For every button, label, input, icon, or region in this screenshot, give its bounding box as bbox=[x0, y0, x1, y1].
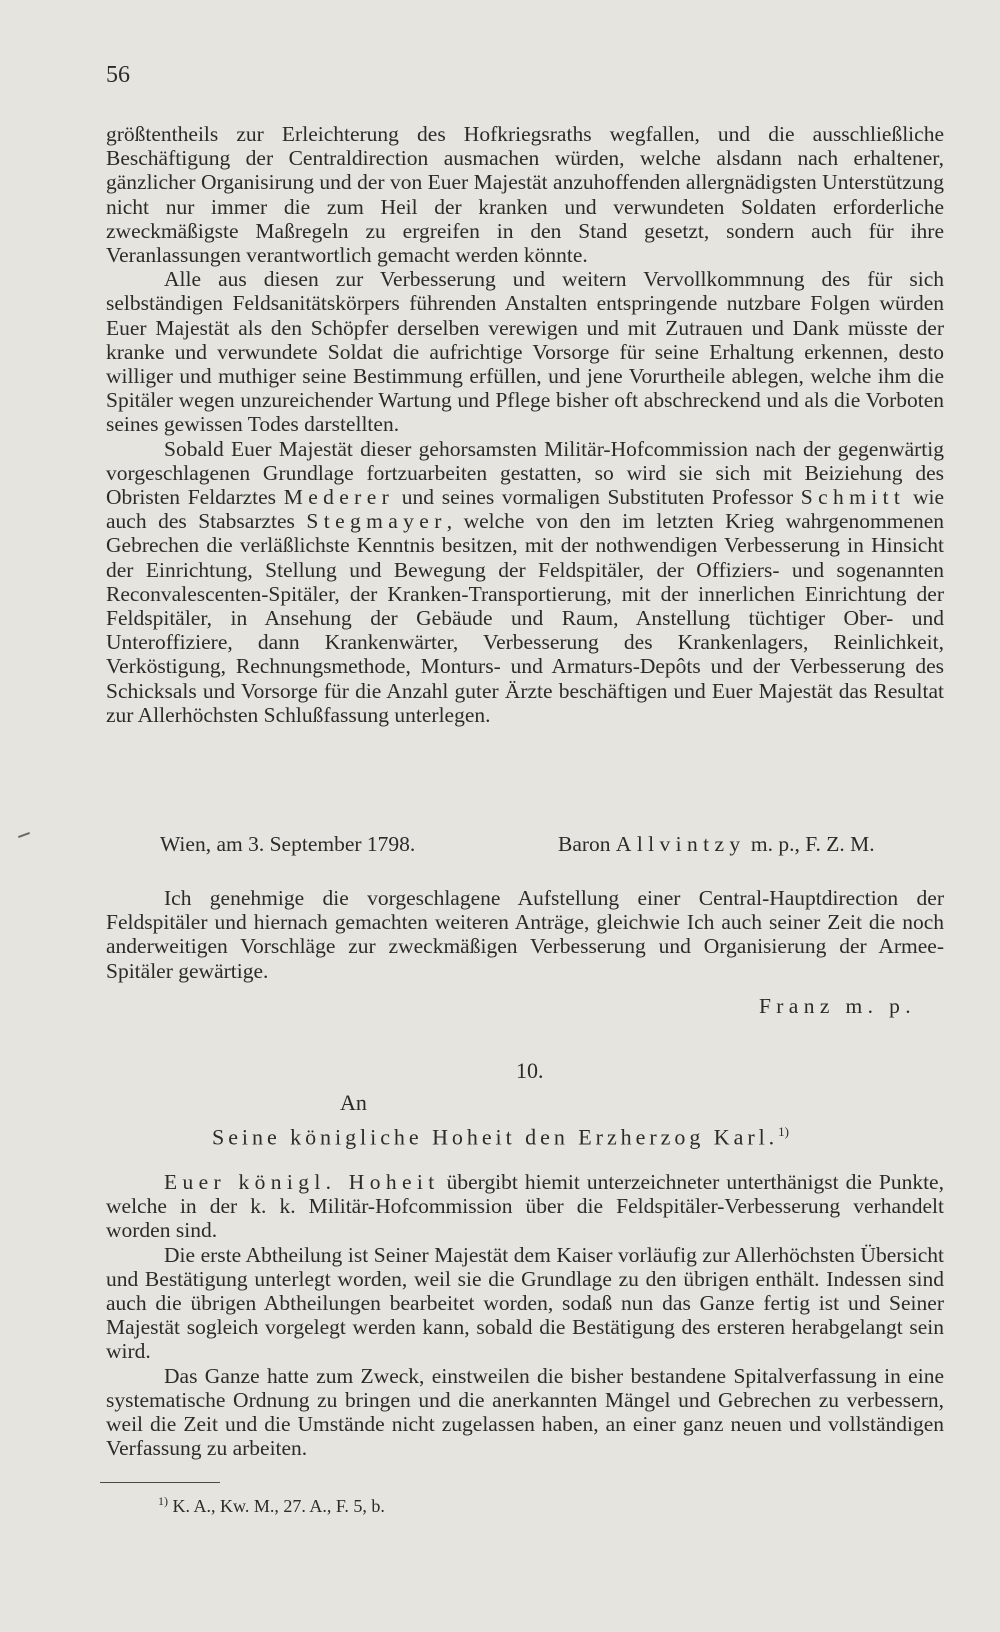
footnote-marker: 1) bbox=[158, 1494, 168, 1508]
margin-mark bbox=[18, 832, 30, 838]
imperial-resolution bbox=[106, 886, 944, 983]
letter-body-bottom bbox=[106, 1170, 944, 1460]
paragraph-5 bbox=[106, 1170, 944, 1243]
salutation-an: An bbox=[340, 1090, 367, 1115]
addressee-footnote-ref: 1) bbox=[778, 1124, 789, 1139]
signatory bbox=[558, 832, 875, 857]
name-mederer: Mederer bbox=[283, 485, 395, 510]
signatory-suffix: m. p., F. Z. M. bbox=[745, 832, 875, 856]
paragraph-4: Ich genehmige die vorgeschlagene Aufstellung einer Central-Hauptdirection der Feldspitäler und hiernach gemachten weiteren Anträge, gleichwie Ich auch seiner Zeit die noch anderweitigen Vorschläge zur zweckmäßigen Verbesserung und Organisierung der Armee-Spitäler gewärtige. bbox=[106, 886, 944, 983]
paragraph-1: größtentheils zur Erleichterung des Hofkriegsraths wegfallen, und die ausschließliche Beschäftigung der Centraldirection ausmachen würden, welche alsdann nach erhaltener, gänzlicher Organisirung und der von Euer Majestät anzuhoffenden allergnädigsten Unterstützung nicht nur immer die zum Heil der kranken und verwundeten Soldaten erforderliche zweckmäßigste Maßregeln zu ergreifen in den Stand gesetzt, sondern auch für ihre Veranlassungen verantwortlich gemacht werden könnte. bbox=[106, 122, 944, 268]
paragraph-7: Das Ganze hatte zum Zweck, einstweilen die bisher bestandene Spitalverfassung in eine systematische Ordnung zu bringen und die anerkannten Mängel und Gebrechen zu verbessern, weil die Zeit und die Umstände nicht zugelassen haben, an einer ganz neuen und vollständigen Verfassung zu arbeiten. bbox=[106, 1363, 944, 1461]
paragraph-3-text-4: , welche von den im letzten Krieg wahrgenommenen Gebrechen die verläßlichste Kenntnis besitzen, mit der nothwendigen Verbesserung in Hinsicht der Einrichtung, Stellung und Bewegung der Feldspitäler, der Offiziers- und sogenannten Reconvalescenten-Spitäler, der Kranken-Transportierung, mit der innerlichen Einrichtung der Feldspitäler, in Ansehung der Gebäude und Raum, Anstellung tüchtiger Ober- und Unteroffiziere, dann Krankenwärter, Verbesserung des Krankenlagers, Reinlichkeit, Verköstigung, Rechnungsmethode, Monturs- und Armaturs-Depôts und der Verbesserung des Schicksals und Vorsorge für die Anzahl guter Ärzte beschäftigen und Euer Majestät das Resultat zur Allerhöchsten Schlußfassung unterlegen. bbox=[106, 509, 944, 727]
paragraph-3-text-1: Sobald Euer Majestät dieser gehorsamsten Militär-Hofcommission nach der gegenwärtig vorgeschlagenen Grundlage fortzuarbeiten gestatten, so wird sie sich mit Beiziehung des Obristen Feldarztes bbox=[106, 436, 944, 510]
paragraph-5-lead: Euer königl. Hoheit bbox=[164, 1170, 440, 1194]
addressee-text: Seine königliche Hoheit den Erzherzog Karl. bbox=[212, 1124, 779, 1150]
signatory-name: Allvintzy bbox=[615, 832, 746, 856]
footnote bbox=[158, 1494, 385, 1517]
paragraph-3-text-2: und seines vormaligen Substituten Professor bbox=[394, 485, 801, 510]
footnote-rule bbox=[100, 1482, 220, 1483]
paragraph-6: Die erste Abtheilung ist Seiner Majestät dem Kaiser vorläufig zur Allerhöchsten Übersicht und Bestätigung unterlegt worden, weil sie die Grundlage zu den übrigen enthält. Indessen sind auch die übrigen Abtheilungen bearbeitet worden, sodaß nun das Ganze fertig ist und Seiner Majestät sogleich vorgelegt werden kann, sobald die Bestätigung des ersteren herabgelangt sein wird. bbox=[106, 1242, 944, 1364]
place-date: Wien, am 3. September 1798. bbox=[160, 832, 416, 856]
signatory-prefix: Baron bbox=[558, 832, 616, 856]
paragraph-2: Alle aus diesen zur Verbesserung und weitern Vervollkommnung des für sich selbständigen Feldsanitätskörpers führenden Anstalten entspringende nutzbare Folgen würden Euer Majestät als den Schöpfer derselben verewigen und mit Zutrauen und Dank müsste der kranke und verwundete Soldat die aufrichtige Vorsorge für seine Erhaltung erkennen, desto williger und muthiger seine Bestimmung erfüllen, und jene Vorurtheile ablegen, welche ihm die Spitäler wegen unzureichender Wartung und Pflege bisher oft abschreckend und als die Vorboten seines gewissen Todes darstellten. bbox=[106, 267, 944, 437]
footnote-text: K. A., Kw. M., 27. A., F. 5, b. bbox=[168, 1496, 385, 1516]
name-schmitt: Schmitt bbox=[800, 485, 906, 510]
paragraph-5-rest: übergibt hiemit unterzeichneter unterthänigst die Punkte, welche in der k. k. Militär-Hofcommission über die Feldspitäler-Verbesserung verhandelt worden sind. bbox=[106, 1170, 944, 1243]
franz-signature: Franz m. p. bbox=[758, 994, 916, 1018]
name-stegmayer: Stegmayer bbox=[306, 509, 447, 534]
letter-body-top bbox=[106, 122, 944, 727]
addressee bbox=[212, 1124, 789, 1150]
document-number: 10. bbox=[516, 1058, 544, 1083]
paragraph-3-text-3: wie auch des Stabsarztes bbox=[106, 485, 944, 534]
page-number: 56 bbox=[106, 62, 130, 88]
paragraph-3 bbox=[106, 437, 944, 727]
